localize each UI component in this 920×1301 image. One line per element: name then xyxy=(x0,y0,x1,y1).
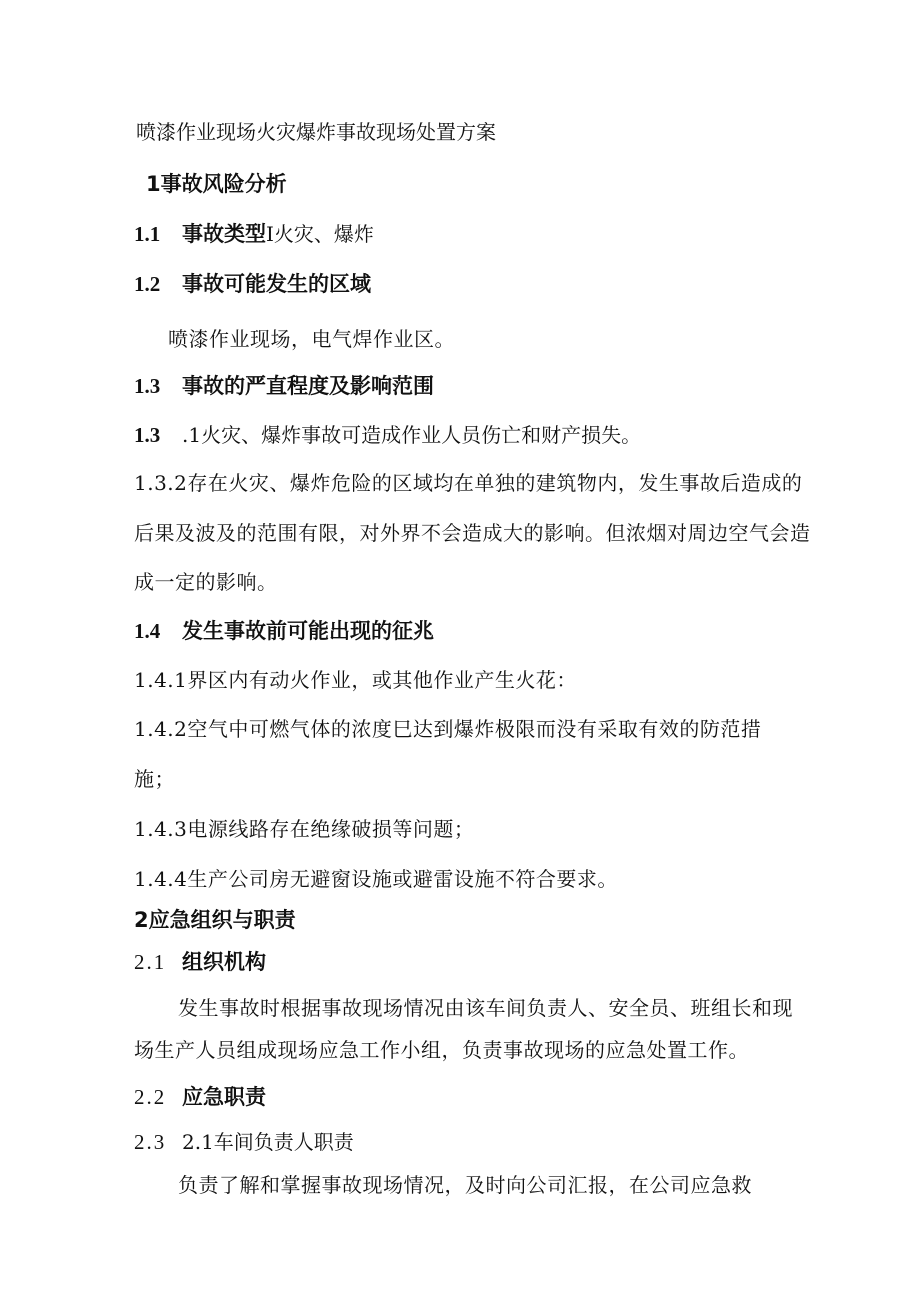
section-1-3-2-line-3: 成一定的影响。 xyxy=(134,570,278,594)
section-1-4-2-line-1: 1.4.2空气中可燃气体的浓度巳达到爆炸极限而没有采取有效的防范措 xyxy=(134,717,762,741)
section-1-1-number: 1.1 xyxy=(134,222,161,246)
document-title xyxy=(136,116,496,145)
section-1-3-1-number: 1.3 xyxy=(134,423,161,447)
section-1-4-2-line-2: 施； xyxy=(134,767,175,791)
section-1-3-2-line-1: 1.3.2存在火灾、爆炸危险的区域均在单独的建筑物内，发生事故后造成的 xyxy=(134,471,803,495)
section-1-3-1-text: .1火灾、爆炸事故可造成作业人员伤亡和财产损失。 xyxy=(182,423,642,447)
section-1-4 xyxy=(134,615,434,645)
section-1-4-label: 发生事故前可能出现的征兆 xyxy=(182,619,434,643)
section-1-2 xyxy=(134,268,371,298)
section-2-1-label: 组织机构 xyxy=(182,950,266,974)
section-2-2-label: 应急职责 xyxy=(182,1085,266,1109)
section-2-1-body-line-1: 发生事故时根据事故现场情况由该车间负责人、安全员、班组长和现 xyxy=(178,996,793,1020)
section-2-2-number: 2.2 xyxy=(134,1085,167,1109)
section-2-heading: 2应急组织与职责 xyxy=(134,908,296,932)
section-1-heading: 1事故风险分析 xyxy=(146,172,287,196)
section-1-3 xyxy=(134,370,434,400)
section-1-3-1 xyxy=(134,419,641,448)
section-2-1-body-line-2: 场生产人员组成现场应急工作小组，负责事故现场的应急处置工作。 xyxy=(134,1038,749,1062)
section-2-3-body: 负责了解和掌握事故现场情况，及时向公司汇报，在公司应急救 xyxy=(178,1173,752,1197)
section-1-2-label: 事故可能发生的区域 xyxy=(182,272,371,296)
section-1-2-number: 1.2 xyxy=(134,272,161,296)
section-1-3-label: 事故的严直程度及影响范围 xyxy=(182,374,434,398)
section-1-4-4: 1.4.4生产公司房无避窗设施或避雷设施不符合要求。 xyxy=(134,867,618,891)
section-2-3-label: 2.1车间负责人职责 xyxy=(182,1130,354,1154)
section-1-3-number: 1.3 xyxy=(134,374,161,398)
section-2-3 xyxy=(134,1126,354,1155)
section-1-4-1: 1.4.1界区内有动火作业，或其他作业产生火花： xyxy=(134,668,577,692)
section-2-2 xyxy=(134,1081,266,1111)
section-1-1-label: 事故类型 xyxy=(182,222,266,246)
section-1-1 xyxy=(134,218,374,248)
section-2-1 xyxy=(134,946,266,976)
section-2-3-number: 2.3 xyxy=(134,1130,167,1154)
section-2-1-number: 2.1 xyxy=(134,950,167,974)
title-part-2: 火灾爆炸事故现场处置方案 xyxy=(256,120,496,144)
section-1-4-3: 1.4.3电源线路存在绝缘破损等问题； xyxy=(134,817,475,841)
section-1-1-value: I火灾、爆炸 xyxy=(266,222,374,246)
section-1-2-body: 喷漆作业现场，电气焊作业区。 xyxy=(168,327,455,351)
section-1-3-2-line-2: 后果及波及的范围有限，对外界不会造成大的影响。但浓烟对周边空气会造 xyxy=(134,521,811,545)
section-1-4-number: 1.4 xyxy=(134,619,161,643)
title-part-1: 喷漆作业现场 xyxy=(136,120,256,144)
